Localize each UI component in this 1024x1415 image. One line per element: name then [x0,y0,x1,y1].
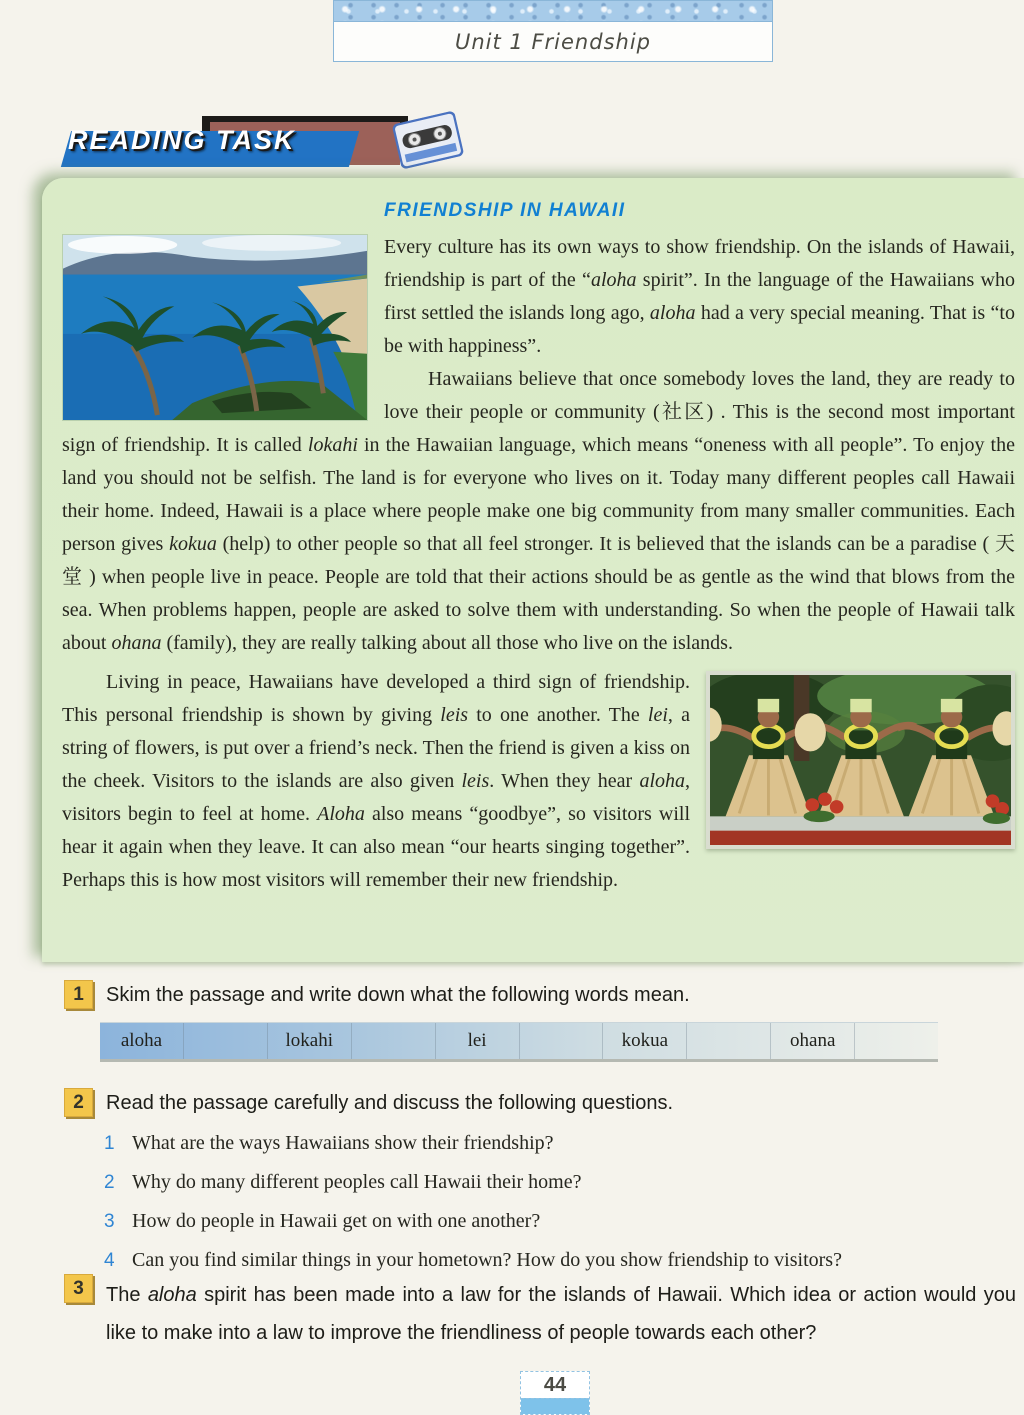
question-2 [104,1163,1022,1202]
passage-title: FRIENDSHIP IN HAWAII [384,200,626,221]
vocab-cell-ohana: ohana [771,1023,855,1059]
vocab-cell-blank [184,1023,268,1059]
question-3-number: 3 [104,1211,115,1232]
water-droplets-band [334,1,772,22]
passage-paragraph-3: Living in peace, Hawaiians have developed a third sign of friendship. This personal friendship is shown by giving leis to one another. The lei, a string of flowers, is put over a friend’s neck. Then the friend is given a kiss on the cheek. Visitors to the islands are also given leis. When they hear aloha, visitors begin to feel at home. Aloha also means “goodbye”, so visitors will hear it again when they leave. It can also mean “our hearts singing together”. Perhaps this is how most visitors will remember their new friendship. [62,671,690,891]
unit-title: Unit 1 Friendship [455,29,651,54]
question-2-text: Why do many different peoples call Hawaii their home? [132,1171,582,1193]
reading-passage-panel [42,178,1024,962]
page-number-box [520,1371,590,1415]
vocab-cell-aloha: aloha [100,1023,184,1059]
passage-body [62,231,1015,897]
vocab-cell-blank [520,1023,604,1059]
vocab-table [100,1022,938,1059]
question-4-text: Can you find similar things in your hometown? How do you show friendship to visitors? [132,1249,842,1271]
reading-task-banner [60,114,370,174]
exercise-2-questions [104,1124,1022,1280]
exercise-3-text: The aloha spirit has been made into a law for the islands of Hawaii. Which idea or action would you like to make into a law to improve the friendliness of people towards each other? [106,1284,1016,1344]
vocab-cell-blank [352,1023,436,1059]
question-2-number: 2 [104,1172,115,1193]
exercise-2-title: Read the passage carefully and discuss the following questions. [106,1092,674,1114]
beach-photo [62,234,368,421]
page-number: 44 [543,1373,567,1396]
vocab-cell-blank [855,1023,938,1059]
exercise-1 [64,982,994,1009]
exercise-3-number-badge: 3 [64,1274,93,1303]
exercise-3 [64,1276,1016,1352]
question-1 [104,1124,1022,1163]
reading-task-label: READING TASK [68,125,296,155]
question-4-number: 4 [104,1250,115,1271]
vocab-cell-kokua: kokua [603,1023,687,1059]
exercise-1-title: Skim the passage and write down what the following words mean. [106,984,690,1006]
question-4 [104,1241,1022,1280]
exercise-2-number-badge: 2 [64,1088,93,1117]
exercise-1-number-badge: 1 [64,980,93,1009]
vocab-cell-blank [687,1023,771,1059]
passage-paragraph-2: Hawaiians believe that once somebody loves the land, they are ready to love their people or community (社区) . This is the second most important sign of friendship. It is called lokahi in the Hawaiian language, which means “oneness with all people”. To enjoy the land you should not be selfish. The land is for everyone who lives on it. Today many different peoples call Hawaii their home. Indeed, Hawaii is a place where people make one big community from many smaller communities. Each person gives kokua (help) to other people so that all feel stronger. It is believed that the islands can be a paradise ( 天堂 ) when people live in peace. People are told that their actions should be as gentle as the wind that blows from the sea. When problems happen, people are asked to solve them with understanding. So when the people of Hawaii talk about ohana (family), they are really talking about all those who live on the islands. [62,368,1015,654]
vocab-cell-lokahi: lokahi [268,1023,352,1059]
page-number-blue-tab [521,1398,589,1414]
passage-paragraph-1: Every culture has its own ways to show friendship. On the islands of Hawaii, friendship is part of the “aloha spirit”. In the language of the Hawaiians who first settled the islands long ago, aloha had a very special meaning. That is “to be with happiness”. [384,236,1016,357]
question-3-text: How do people in Hawaii get on with one another? [132,1210,541,1232]
question-1-number: 1 [104,1133,115,1154]
vocab-cell-lei: lei [436,1023,520,1059]
unit-header [333,0,773,62]
hula-dancers-photo [706,671,1015,849]
question-3 [104,1202,1022,1241]
question-1-text: What are the ways Hawaiians show their friendship? [132,1132,554,1154]
exercise-2 [64,1090,994,1117]
